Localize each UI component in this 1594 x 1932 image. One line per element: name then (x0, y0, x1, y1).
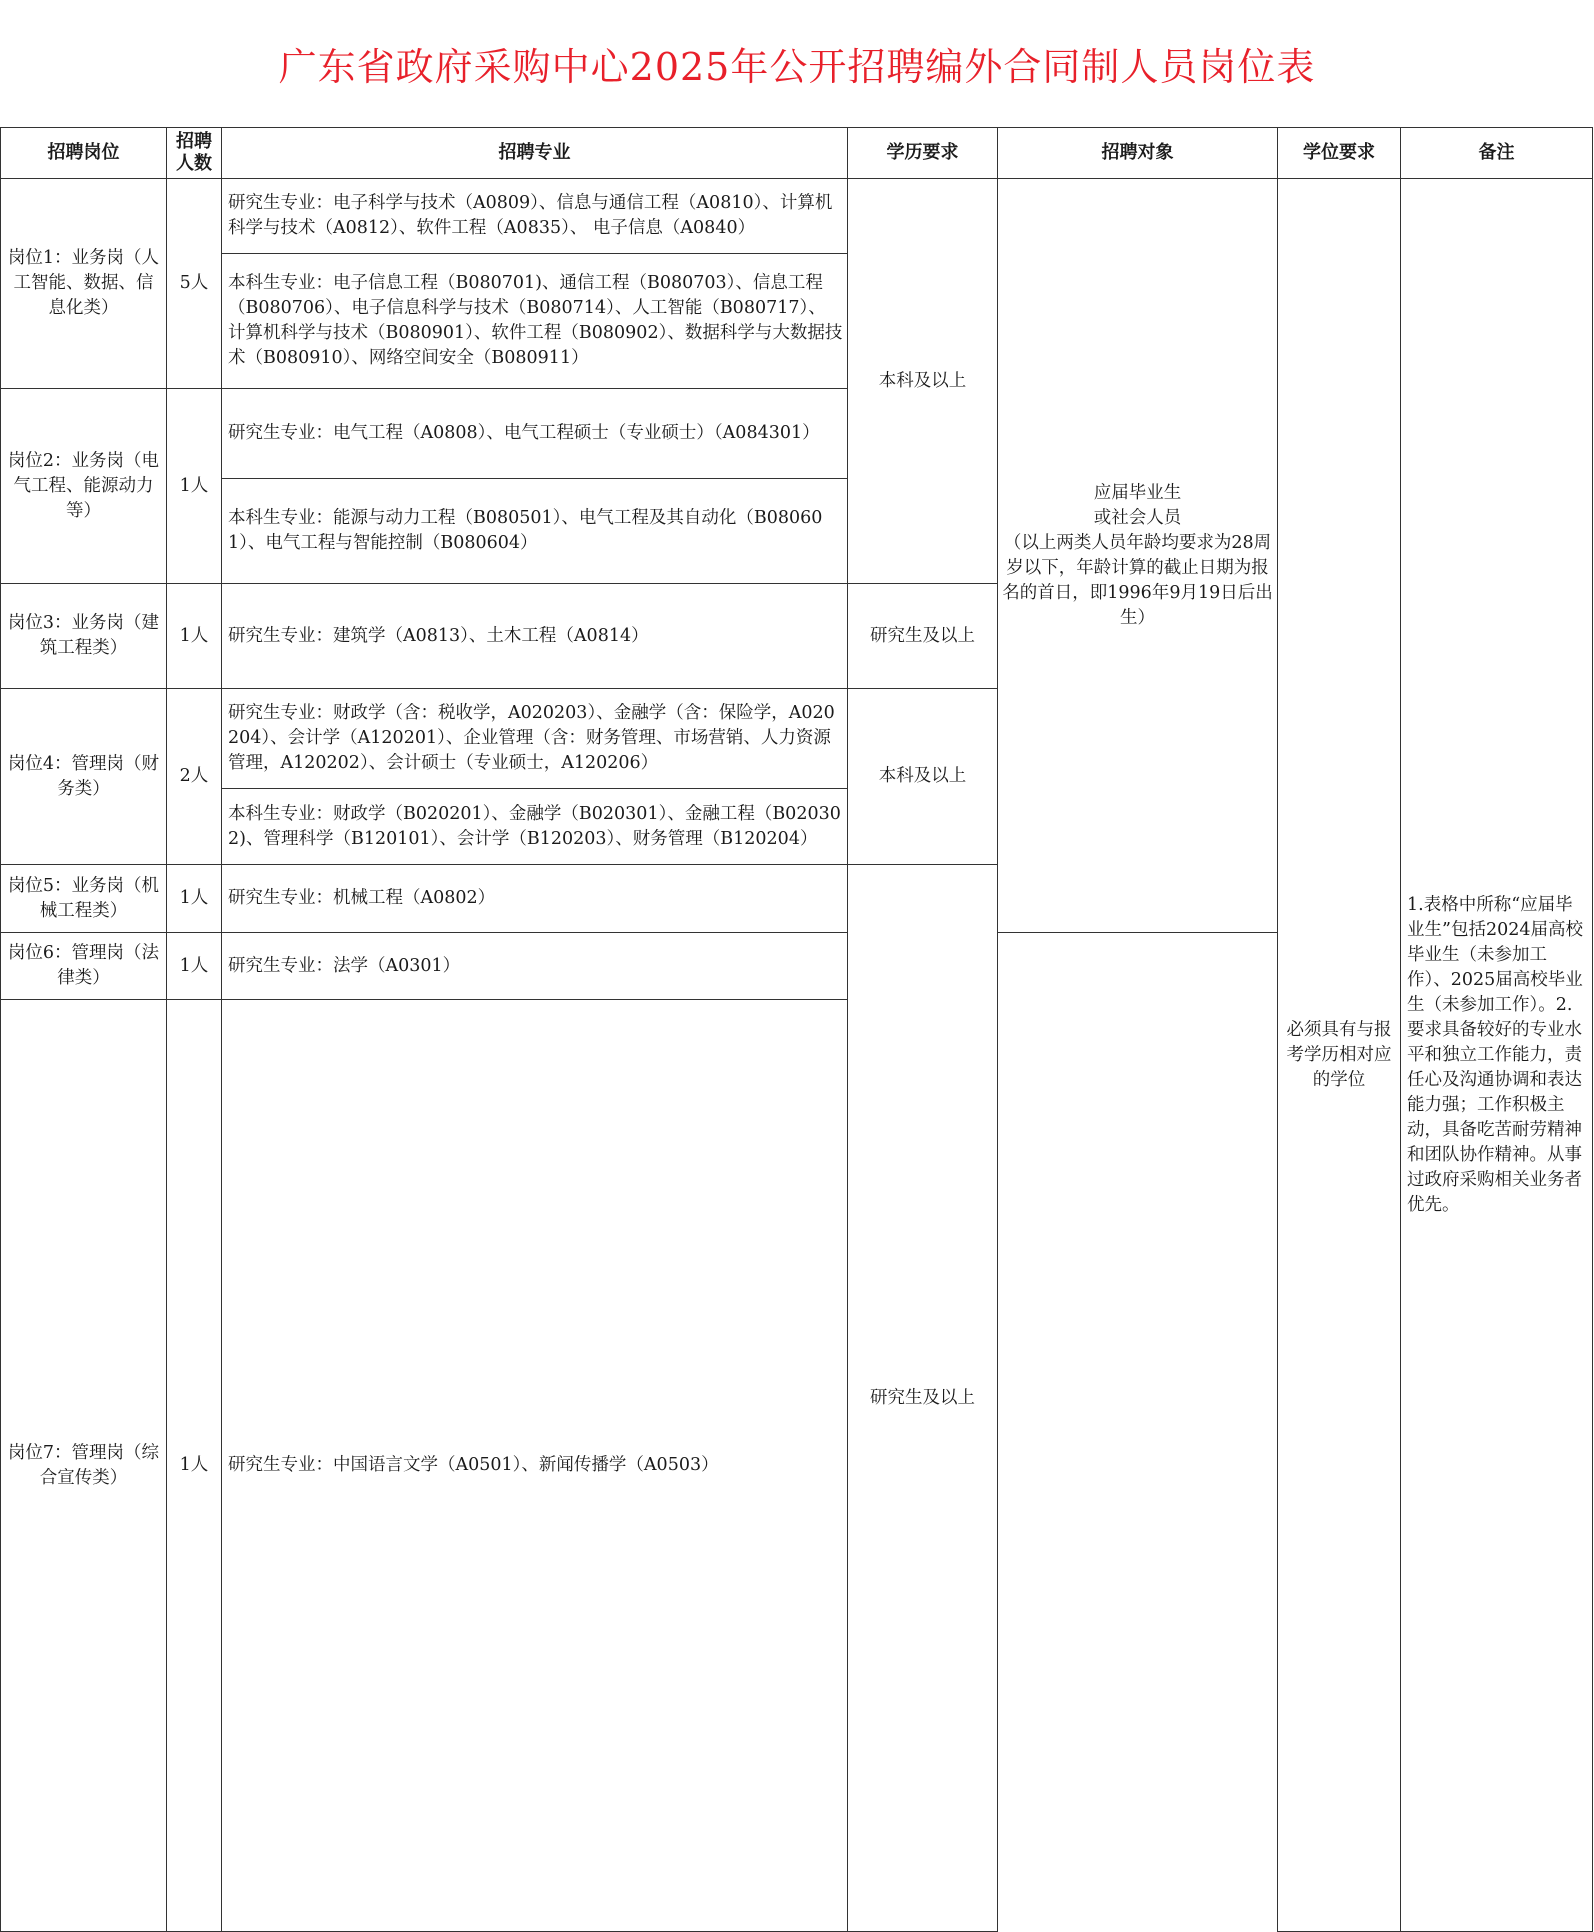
header-row (1, 128, 1593, 179)
position-cell: 岗位7：管理岗（综合宣传类） (1, 1000, 167, 1932)
major-cell: 研究生专业：建筑学（A0813）、土木工程（A0814） (222, 584, 848, 689)
major-cell: 研究生专业：财政学（含：税收学，A020203）、金融学（含：保险学，A020204）、会计学（A120201）、企业管理（含：财务管理、市场营销、人力资源管理，A120202）、会计硕士（专业硕士，A120206） (222, 689, 848, 789)
header-notes: 备注 (1401, 128, 1593, 179)
degree-cell: 必须具有与报考学历相对应的学位 (1278, 179, 1401, 1932)
count-cell: 1人 (167, 584, 222, 689)
major-cell: 研究生专业：电子科学与技术（A0809）、信息与通信工程（A0810）、计算机科学与技术（A0812）、软件工程（A0835）、 电子信息（A0840） (222, 179, 848, 254)
major-cell: 本科生专业：能源与动力工程（B080501）、电气工程及其自动化（B080601）、电气工程与智能控制（B080604） (222, 479, 848, 584)
target-line: （以上两类人员年龄均要求为28周岁以下，年龄计算的截止日期为报名的首日，即1996年9月19日后出生） (1002, 532, 1273, 628)
major-cell: 本科生专业：财政学（B020201）、金融学（B020301）、金融工程（B020302)、管理科学（B120101）、会计学（B120203）、财务管理（B120204） (222, 789, 848, 865)
header-education: 学历要求 (848, 128, 998, 179)
position-cell: 岗位2：业务岗（电气工程、能源动力等） (1, 389, 167, 584)
count-cell: 1人 (167, 933, 222, 1000)
count-cell: 1人 (167, 389, 222, 584)
target-line: 应届毕业生 (1093, 482, 1182, 503)
table-row (1, 179, 1593, 254)
notes-cell: 1.表格中所称“应届毕业生”包括2024届高校毕业生（未参加工作）、2025届高校毕业生（未参加工作）。2.要求具备较好的专业水平和独立工作能力，责任心及沟通协调和表达能力强；工作积极主动，具备吃苦耐劳精神和团队协作精神。从事过政府采购相关业务者优先。 (1401, 179, 1593, 1932)
page-title: 广东省政府采购中心2025年公开招聘编外合同制人员岗位表 (278, 45, 1316, 89)
education-cell: 本科及以上 (848, 689, 998, 865)
count-cell: 1人 (167, 1000, 222, 1932)
major-cell: 研究生专业：法学（A0301） (222, 933, 848, 1000)
major-cell: 研究生专业：电气工程（A0808）、电气工程硕士（专业硕士）（A084301） (222, 389, 848, 479)
header-degree: 学位要求 (1278, 128, 1401, 179)
major-cell: 研究生专业：机械工程（A0802） (222, 865, 848, 933)
position-cell: 岗位4：管理岗（财务类） (1, 689, 167, 865)
count-cell: 2人 (167, 689, 222, 865)
education-cell: 研究生及以上 (848, 865, 998, 1932)
position-cell: 岗位1：业务岗（人工智能、数据、信息化类） (1, 179, 167, 389)
target-cell (998, 179, 1278, 933)
position-cell: 岗位5：业务岗（机械工程类） (1, 865, 167, 933)
target-line: 或社会人员 (1093, 507, 1182, 528)
count-cell: 5人 (167, 179, 222, 389)
count-cell: 1人 (167, 865, 222, 933)
positions-table (0, 127, 1593, 1932)
position-cell: 岗位3：业务岗（建筑工程类） (1, 584, 167, 689)
header-target: 招聘对象 (998, 128, 1278, 179)
major-cell: 研究生专业：中国语言文学（A0501）、新闻传播学（A0503） (222, 1000, 848, 1932)
header-position: 招聘岗位 (1, 128, 167, 179)
education-cell: 研究生及以上 (848, 584, 998, 689)
major-cell: 本科生专业：电子信息工程（B080701)、通信工程（B080703）、信息工程（B080706）、电子信息科学与技术（B080714）、人工智能（B080717）、计算机科学与技术（B080901）、软件工程（B080902）、数据科学与大数据技术（B080910）、网络空间安全（B080911） (222, 254, 848, 389)
header-count: 招聘人数 (167, 128, 222, 179)
header-majors: 招聘专业 (222, 128, 848, 179)
title-bar (0, 0, 1594, 127)
position-cell: 岗位6：管理岗（法律类） (1, 933, 167, 1000)
education-cell: 本科及以上 (848, 179, 998, 584)
